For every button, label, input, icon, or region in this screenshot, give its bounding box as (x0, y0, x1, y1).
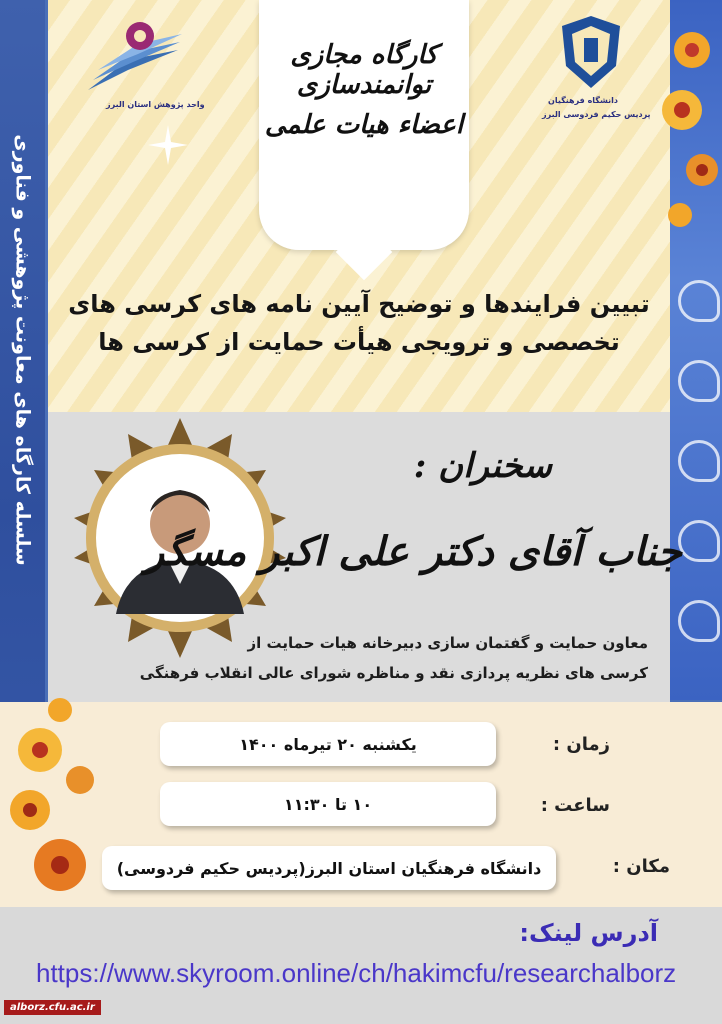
banner-line-1: کارگاه مجازی توانمندسازی (290, 40, 438, 100)
speaker-role-line-1: معاون حمایت و گفتمان سازی دبیرخانه هیات حمایت از (247, 634, 648, 652)
date-value-box: یکشنبه ۲۰ تیرماه ۱۴۰۰ (160, 722, 496, 766)
ornament-swirl-icon (678, 360, 720, 402)
site-watermark: alborz.cfu.ac.ir (4, 1000, 101, 1015)
place-label: مکان : (612, 856, 670, 877)
series-title-container (0, 0, 45, 700)
headline-line-2: تخصصی و ترویجی هیأت حمایت از کرسی ها (98, 328, 620, 356)
ornament-swirl-icon (678, 440, 720, 482)
speaker-name: جناب آقای دکتر علی اکبر مسگر (144, 528, 682, 575)
research-unit-logo-icon (68, 10, 198, 100)
time-value-box: ۱۰ تا ۱۱:۳۰ (160, 782, 496, 826)
date-label: زمان : (552, 734, 610, 755)
speaker-role-line-2: کرسی های نظریه پردازی نقد و مناظره شورای عالی انقلاب فرهنگی (139, 664, 648, 682)
right-logo-caption-2: پردیس حکیم فردوسی البرز (542, 110, 651, 119)
university-logo-icon (556, 12, 626, 92)
right-logo-caption-1: دانشگاه فرهنگیان (548, 96, 618, 105)
link-label: آدرس لینک: (519, 919, 658, 947)
left-logo-caption: واحد پژوهش استان البرز (106, 100, 205, 109)
series-title: سلسله کارگاه های معاونت پژوهشی و فناوری (11, 134, 34, 566)
time-label: ساعت : (540, 795, 610, 816)
ornament-swirl-icon (678, 520, 720, 562)
banner-line-2: اعضاء هیات علمی (264, 110, 464, 140)
ornament-swirl-icon (678, 280, 720, 322)
place-value-box: دانشگاه فرهنگیان استان البرز(پردیس حکیم فردوسی) (102, 846, 556, 890)
speaker-label: سخنران : (413, 446, 552, 486)
ornament-swirl-icon (678, 600, 720, 642)
meeting-link[interactable]: https://www.skyroom.online/ch/hakimcfu/researchalborz (36, 958, 677, 988)
flower-decoration-icon (0, 690, 110, 900)
sparkle-icon (148, 125, 188, 165)
title-banner (259, 0, 469, 250)
headline-line-1: تبیین فرایندها و توضیح آیین نامه های کرسی های (68, 290, 650, 318)
flower-decoration-icon (652, 10, 722, 240)
